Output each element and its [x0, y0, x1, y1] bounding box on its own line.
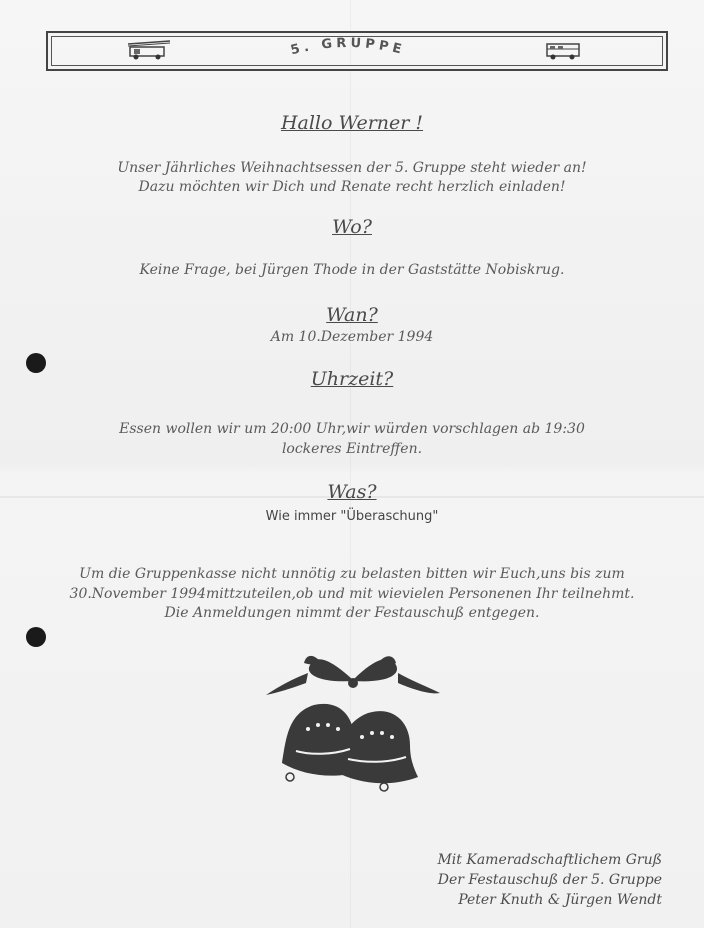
- intro-line-1: Unser Jährliches Weihnachtsessen der 5. Gruppe steht wieder an!: [117, 160, 587, 176]
- time-heading: Uhrzeit?: [310, 368, 394, 390]
- what-heading: Was?: [327, 481, 377, 503]
- closing-signature: [400, 850, 662, 910]
- when-text: Am 10.Dezember 1994: [270, 329, 434, 345]
- time-line-2: lockeres Eintreffen.: [281, 441, 423, 457]
- salutation: Hallo Werner !: [280, 112, 424, 134]
- registration-line-3: Die Anmeldungen nimmt der Festauschuß entgegen.: [164, 605, 540, 621]
- where-text: Keine Frage, bei Jürgen Thode in der Gaststätte Nobiskrug.: [139, 262, 565, 278]
- registration-line-2: 30.November 1994mittzuteilen,ob und mit wievielen Personenen Ihr teilnehmt.: [69, 586, 635, 602]
- where-heading: Wo?: [332, 216, 372, 238]
- time-line-1: Essen wollen wir um 20:00 Uhr,wir würden vorschlagen ab 19:30: [119, 421, 585, 437]
- registration-line-1: Um die Gruppenkasse nicht unnötig zu belasten bitten wir Euch,uns bis zum: [79, 566, 625, 582]
- svg-text:5. GRUPPE: [289, 37, 406, 58]
- christmas-bells-illustration: [262, 643, 442, 793]
- closing-line-3: Peter Knuth & Jürgen Wendt: [458, 892, 662, 908]
- letterhead-banner: [46, 31, 668, 71]
- punch-hole-bottom: [26, 627, 46, 647]
- when-heading: Wan?: [326, 304, 378, 326]
- closing-line-2: Der Festauschuß der 5. Gruppe: [437, 872, 662, 888]
- closing-line-1: Mit Kameradschaftlichem Gruß: [437, 852, 662, 868]
- curved-title-art: [258, 37, 438, 67]
- letterhead-title-text: 5. GRUPPE: [289, 37, 407, 59]
- fire-engine-icon: [544, 39, 582, 61]
- what-text: Wie immer "Überaschung": [265, 509, 439, 524]
- ladder-truck-icon: [126, 39, 174, 61]
- intro-line-2: Dazu möchten wir Dich und Renate recht herzlich einladen!: [138, 179, 566, 195]
- letterhead-title: [258, 37, 438, 67]
